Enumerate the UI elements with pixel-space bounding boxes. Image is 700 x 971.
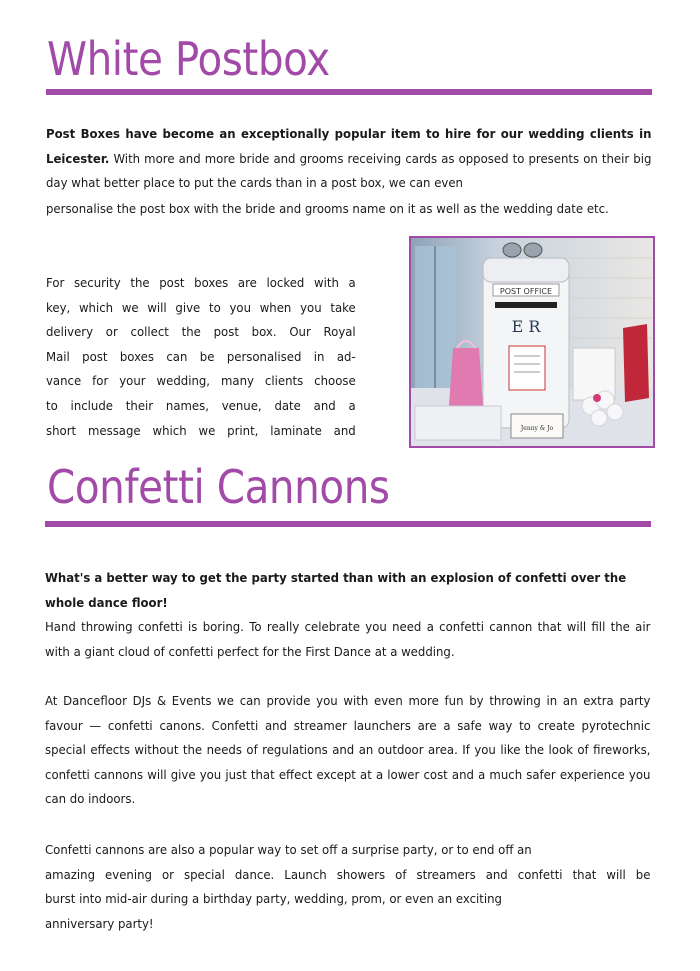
confetti-heading-rule [45,521,651,527]
security-line: delivery or collect the post box. Our Royal [46,324,356,340]
confetti-lead: What's a better way to get the party started than with an explosion of confetti over the whole dance floor! [45,570,627,610]
para3-line: burst into mid-air during a birthday party, wedding, prom, or even an exciting [45,891,502,907]
postbox-sign-text: POST OFFICE [499,287,553,296]
postbox-heading: White Postbox [47,32,330,86]
confetti-paragraph-2: At Dancefloor DJs & Events we can provide you with even more fun by throwing in an extra party favour — confetti canons. Confetti and streamer launchers are a safe way to create pyrotechnic special effects without the needs of regulations and an outdoor area. If you like the look of fireworks, confetti cannons will give you just that effect except at a lower cost and a much safer experience you can do indoors. [45,693,651,807]
postbox-intro-bold: Post Boxes have become an exceptionally popular item to hire for our wedding clients in Leicester. [46,126,652,166]
sunglasses-lens [524,243,542,257]
postbox-heading-rule [46,89,652,95]
postbox-top [483,258,569,282]
confetti-heading: Confetti Cannons [47,460,390,514]
gift-bag-red [623,324,649,402]
para3-line: amazing evening or special dance. Launch showers of streamers and confetti that will be [45,866,651,882]
security-line: short message which we print, laminate and [46,422,356,438]
sunglasses-lens [503,243,521,257]
security-line: key, which we will give to you when you take [46,299,356,315]
postbox-intro-paragraph [46,122,651,196]
postbox-photo [409,236,655,448]
para3-line: Confetti cannons are also a popular way to set off a surprise party, or to end off an [45,842,532,857]
collection-plate [509,346,545,390]
postbox-intro-line2: personalise the post box with the bride and grooms name on it as well as the wedding date etc. [46,201,609,216]
name-card-text: Jenny & Jo [520,425,554,432]
letter-slot [495,302,557,308]
security-line: Mail post boxes can be personalised in ad- [46,348,356,364]
flower-accent [593,394,601,402]
security-line: to include their names, venue, date and a [46,397,356,413]
confetti-paragraph-1: Hand throwing confetti is boring. To really celebrate you need a confetti cannon that will fill the air with a giant cloud of confetti perfect for the First Dance at a wedding. [45,619,651,659]
gift-box [415,406,501,440]
royal-cipher: E R [511,317,541,336]
gift-bag-pink [449,348,483,406]
security-line: For security the post boxes are locked with a [46,275,356,290]
security-line: vance for your wedding, many clients choose [46,373,356,389]
para3-line: anniversary party! [45,915,154,931]
postbox-intro-rest: With more and more bride and grooms receiving cards as opposed to presents on their big day what better place to put the cards than in a post box, we can even [46,150,652,191]
postbox-illustration [411,238,653,446]
confetti-paragraph-3 [45,838,650,936]
postbox-security-paragraph [46,271,356,443]
